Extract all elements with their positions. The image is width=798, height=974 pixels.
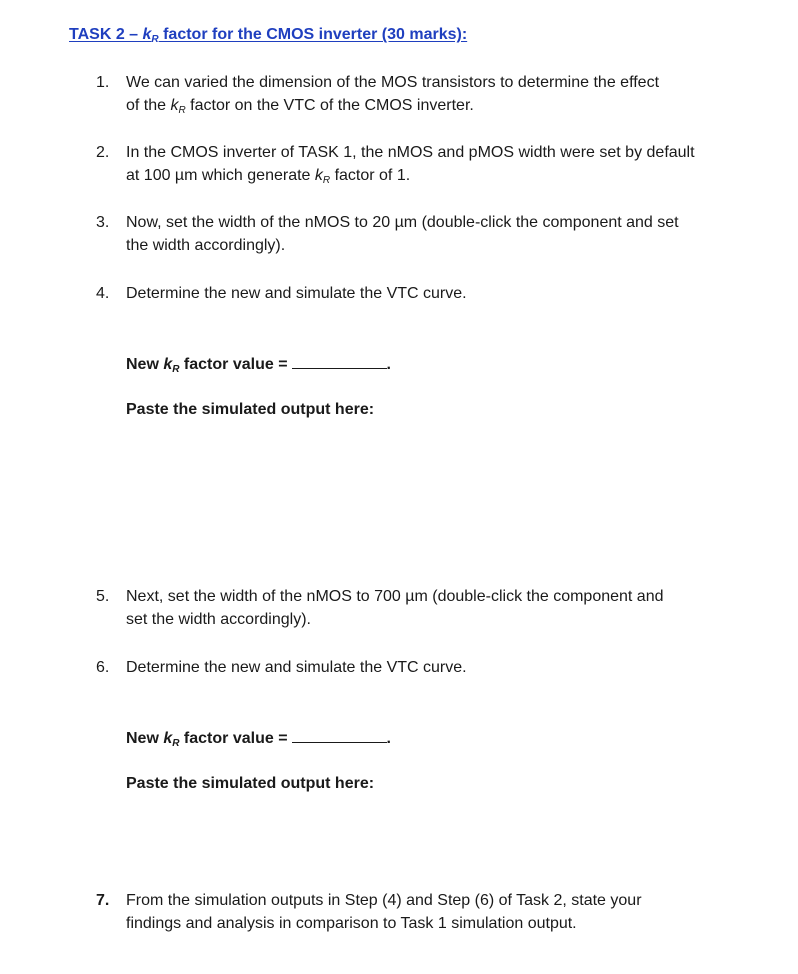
kr-answer-line: [126, 354, 391, 375]
item-line: Now, set the width of the nMOS to 20 µm (double-click the component and set: [126, 214, 679, 231]
item-text: [126, 889, 746, 935]
item-line: Determine the new and simulate the VTC curve.: [126, 659, 467, 676]
item-number: 5.: [96, 588, 110, 605]
kr-symbol: k: [314, 167, 323, 184]
kr-symbol: k: [163, 730, 173, 747]
heading-k-sub: R: [151, 34, 159, 45]
kr-symbol: k: [170, 97, 179, 114]
item-line: the width accordingly).: [126, 237, 286, 254]
item-line: of the: [126, 97, 171, 114]
answer-blank[interactable]: [292, 354, 387, 369]
paste-output-label: Paste the simulated output here:: [126, 401, 375, 418]
item-line: From the simulation outputs in Step (4) and Step (6) of Task 2, state your: [126, 892, 642, 909]
item-text: [126, 585, 746, 631]
item-text: [126, 71, 746, 122]
answer-end: .: [386, 356, 391, 373]
list-item: [96, 282, 746, 305]
item-text: [126, 656, 746, 679]
item-number: 4.: [96, 285, 110, 302]
answer-label: New: [126, 730, 164, 747]
item-text: [126, 141, 746, 192]
list-item: [96, 211, 746, 257]
task-heading: [69, 26, 467, 45]
item-line: factor of 1.: [330, 167, 411, 184]
item-number: 6.: [96, 659, 110, 676]
kr-subscript: R: [172, 364, 180, 375]
kr-subscript: R: [322, 175, 331, 186]
kr-subscript: R: [178, 105, 186, 116]
item-text: [126, 282, 746, 305]
item-number: 7.: [96, 892, 110, 909]
item-number: 2.: [96, 144, 110, 161]
paste-output-label: Paste the simulated output here:: [126, 775, 375, 792]
list-item: [96, 656, 746, 679]
item-number: 3.: [96, 214, 110, 231]
heading-suffix: factor for the CMOS inverter (30 marks):: [158, 26, 468, 43]
list-item: [96, 889, 746, 935]
item-line: In the CMOS inverter of TASK 1, the nMOS and pMOS width were set by default: [126, 144, 695, 161]
answer-label: factor value =: [179, 356, 288, 373]
kr-symbol: k: [163, 356, 173, 373]
answer-end: .: [386, 730, 391, 747]
item-line: We can varied the dimension of the MOS transistors to determine the effect: [126, 74, 660, 91]
list-item: [96, 71, 746, 122]
item-line: factor on the VTC of the CMOS inverter.: [185, 97, 474, 114]
kr-answer-line: [126, 728, 391, 749]
item-number: 1.: [96, 74, 110, 91]
list-item: [96, 585, 746, 631]
answer-label: factor value =: [179, 730, 288, 747]
list-item: [96, 141, 746, 192]
item-line: at 100 µm which generate: [126, 167, 315, 184]
answer-label: New: [126, 356, 164, 373]
item-text: [126, 211, 746, 257]
item-line: Next, set the width of the nMOS to 700 µm (double-click the component and: [126, 588, 664, 605]
item-line: Determine the new and simulate the VTC curve.: [126, 285, 467, 302]
item-line: set the width accordingly).: [126, 611, 311, 628]
answer-blank[interactable]: [292, 728, 387, 743]
kr-subscript: R: [172, 738, 180, 749]
item-line: findings and analysis in comparison to Task 1 simulation output.: [126, 915, 577, 932]
heading-k: k: [142, 26, 152, 43]
heading-prefix: TASK 2 –: [69, 26, 143, 43]
